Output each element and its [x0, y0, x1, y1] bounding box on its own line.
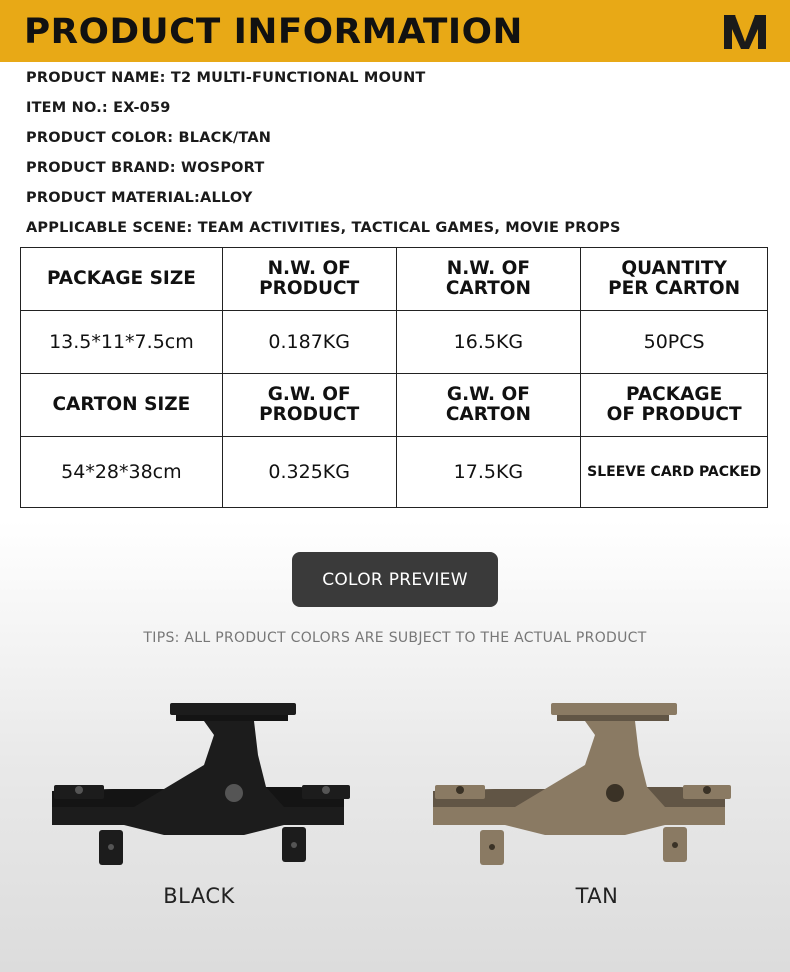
table-header-cell: N.W. OF CARTON [396, 248, 581, 311]
wosport-logo-icon [722, 13, 768, 51]
product-brand-line: PRODUCT BRAND: WOSPORT [26, 160, 265, 176]
table-cell: 50PCS [581, 311, 768, 374]
spec-table [20, 247, 768, 508]
color-preview-button[interactable]: COLOR PREVIEW [292, 552, 498, 607]
mount-shape-tan [433, 703, 731, 865]
black-mount-image [44, 695, 374, 875]
applicable-scene-line: APPLICABLE SCENE: TEAM ACTIVITIES, TACTICAL GAMES, MOVIE PROPS [26, 220, 621, 236]
page-title: PRODUCT INFORMATION [24, 12, 523, 52]
table-header-cell: PACKAGE SIZE [21, 248, 223, 311]
table-cell: 17.5KG [396, 437, 581, 508]
table-row [21, 248, 768, 311]
item-number-line: ITEM NO.: EX-059 [26, 100, 171, 116]
table-row [21, 437, 768, 508]
table-row [21, 311, 768, 374]
table-row [21, 374, 768, 437]
table-cell: 13.5*11*7.5cm [21, 311, 223, 374]
table-header-cell: G.W. OF PRODUCT [222, 374, 396, 437]
black-color-label: BLACK [163, 884, 235, 908]
table-cell: SLEEVE CARD PACKED [581, 437, 768, 508]
table-header-cell: N.W. OF PRODUCT [222, 248, 396, 311]
tan-mount-image [425, 695, 755, 875]
table-header-cell: G.W. OF CARTON [396, 374, 581, 437]
table-cell: 0.325KG [222, 437, 396, 508]
tan-color-label: TAN [575, 884, 619, 908]
color-tips-text: TIPS: ALL PRODUCT COLORS ARE SUBJECT TO THE ACTUAL PRODUCT [143, 630, 647, 646]
table-header-cell: PACKAGE OF PRODUCT [581, 374, 768, 437]
table-cell: 0.187KG [222, 311, 396, 374]
table-cell: 16.5KG [396, 311, 581, 374]
header-bar [0, 0, 790, 62]
table-header-cell: CARTON SIZE [21, 374, 223, 437]
table-cell: 54*28*38cm [21, 437, 223, 508]
table-header-cell: QUANTITY PER CARTON [581, 248, 768, 311]
product-name-line: PRODUCT NAME: T2 MULTI-FUNCTIONAL MOUNT [26, 70, 426, 86]
mount-shape-black [52, 703, 350, 865]
product-info-list [26, 68, 621, 248]
product-material-line: PRODUCT MATERIAL:ALLOY [26, 190, 253, 206]
product-color-line: PRODUCT COLOR: BLACK/TAN [26, 130, 272, 146]
